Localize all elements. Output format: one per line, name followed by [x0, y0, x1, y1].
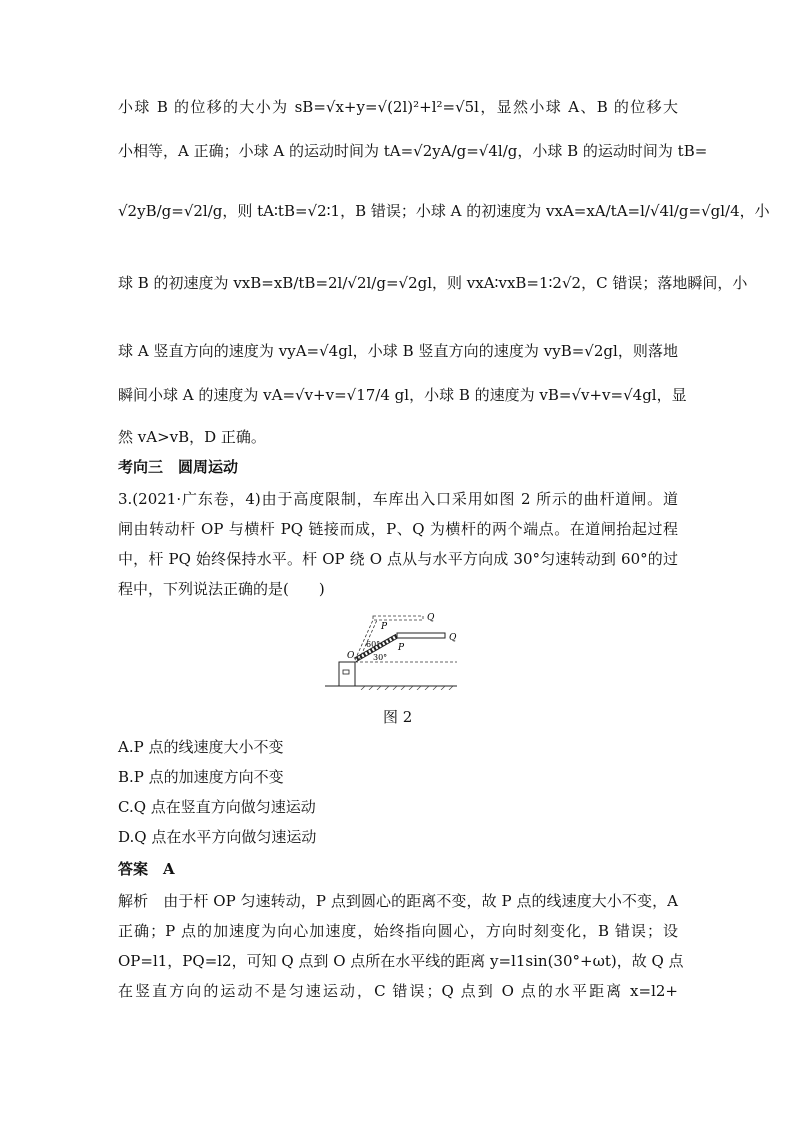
analysis-line-4: 在竖直方向的运动不是匀速运动，C 错误；Q 点到 O 点的水平距离 x=l2+	[118, 982, 678, 1000]
rod-pq-upper	[373, 616, 423, 620]
label-p-upper: P	[381, 622, 388, 632]
question-line-3: 中，杆 PQ 始终保持水平。杆 OP 绕 O 点从与水平方向成 30°匀速转动到 60°的过	[118, 550, 678, 568]
question-line-1: 3.(2021·广东卷，4)由于高度限制，车库出入口采用如图 2 所示的曲杆道闸。道	[118, 490, 678, 508]
label-30deg: 30°	[373, 653, 388, 662]
label-q-lower: Q	[449, 633, 457, 643]
solution-line-3: √2yB/g=√2l/g，则 tA∶tB=√2∶1，B 错误；小球 A 的初速度为 vxA=xA/tA=l/√4l/g=√gl/4，小	[118, 202, 770, 220]
question-line-2: 闸由转动杆 OP 与横杆 PQ 链接而成，P、Q 为横杆的两个端点。在道闸抬起过程	[118, 520, 678, 538]
figure-caption: 图 2	[383, 708, 413, 726]
ground-hatching	[361, 686, 453, 690]
analysis-line-3: OP=l1，PQ=l2，可知 Q 点到 O 点所在水平线的距离 y=l1sin(30°+ωt)，故 Q 点	[118, 952, 684, 970]
analysis-line-1: 解析 由于杆 OP 匀速转动，P 点到圆心的距离不变，故 P 点的线速度大小不变，A	[118, 892, 678, 910]
question-line-4: 程中，下列说法正确的是( )	[118, 580, 325, 598]
label-p-lower: P	[398, 643, 405, 653]
solution-line-4: 球 B 的初速度为 vxB=xB/tB=2l/√2l/g=√2gl，则 vxA∶vxB=1∶2√2，C 错误；落地瞬间，小	[118, 274, 748, 292]
option-b: B.P 点的加速度方向不变	[118, 768, 284, 786]
analysis-line-2: 正确；P 点的加速度为向心加速度，始终指向圆心，方向时刻变化，B 错误；设	[118, 922, 678, 940]
solution-line-5: 球 A 竖直方向的速度为 vyA=√4gl，小球 B 竖直方向的速度为 vyB=√2gl，则落地	[118, 342, 678, 360]
label-60deg: 60°	[366, 640, 381, 649]
option-a: A.P 点的线速度大小不变	[118, 738, 284, 756]
label-o: O	[347, 651, 355, 661]
rod-pq-lower	[397, 633, 445, 638]
option-d: D.Q 点在水平方向做匀速运动	[118, 828, 317, 846]
answer-line: 答案 A	[118, 860, 175, 878]
gate-diagram	[325, 610, 465, 690]
solution-line-2: 小相等，A 正确；小球 A 的运动时间为 tA=√2yA/g=√4l/g，小球 B 的运动时间为 tB=	[118, 142, 708, 160]
section-title: 考向三 圆周运动	[118, 458, 239, 476]
solution-line-6: 瞬间小球 A 的速度为 vA=√v+v=√17/4 gl，小球 B 的速度为 vB=√v+v=√4gl，显	[118, 386, 687, 404]
label-q-upper: Q	[427, 613, 435, 623]
option-c: C.Q 点在竖直方向做匀速运动	[118, 798, 316, 816]
solution-line-7: 然 vA>vB，D 正确。	[118, 428, 266, 446]
solution-line-1: 小球 B 的位移的大小为 sB=√x+y=√(2l)²+l²=√5l，显然小球 A、B 的位移大	[118, 98, 678, 116]
